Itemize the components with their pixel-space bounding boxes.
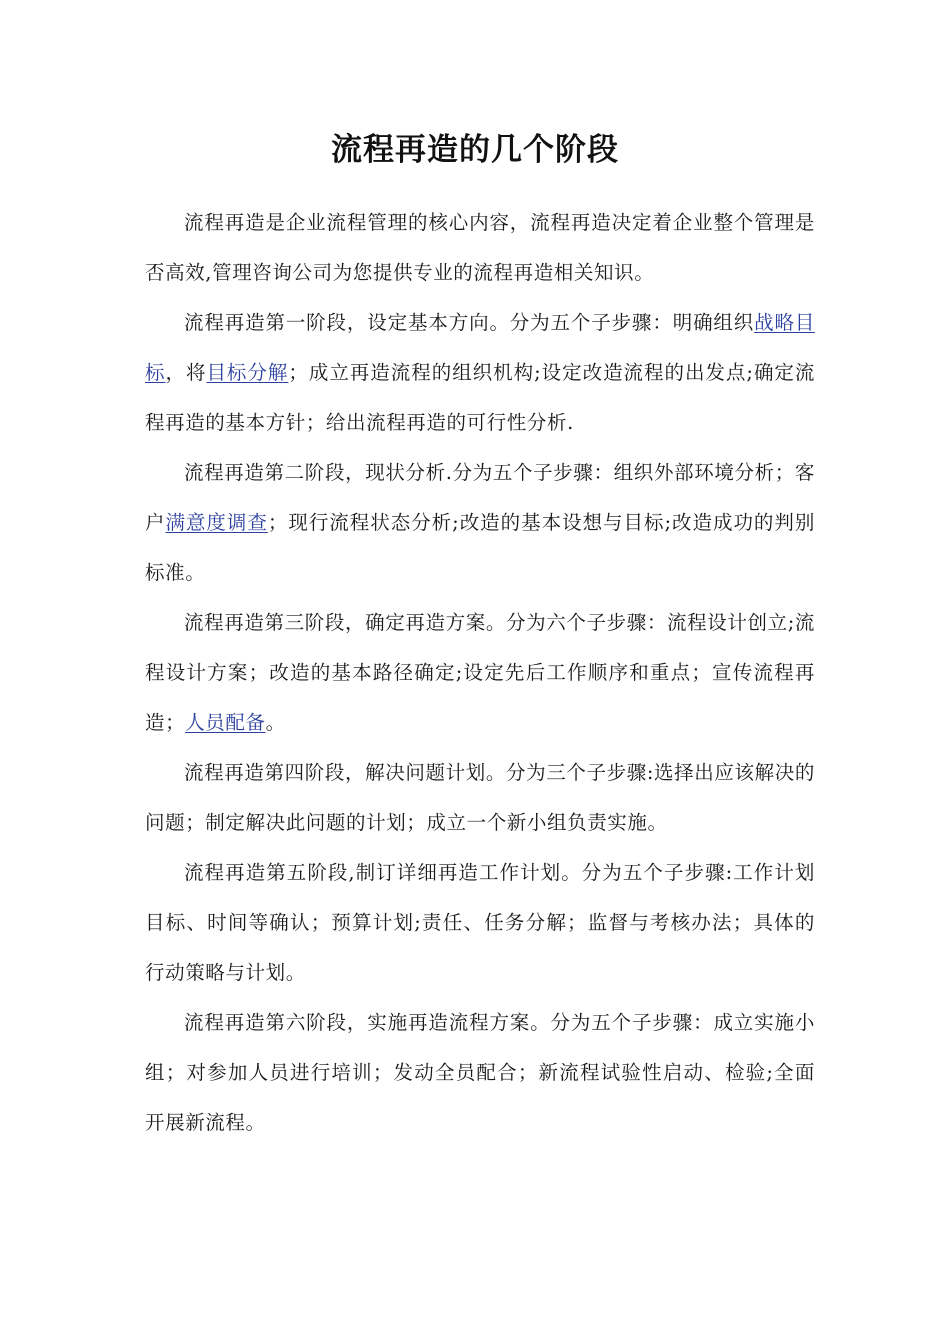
paragraph-text: ；成立再造流程的组织机构;设定改造流程的出发点;确定流程再造的基本方针；给出流程再造的可行性分析.: [145, 361, 816, 434]
paragraph-stage-4: [145, 748, 815, 848]
paragraph-stage-6: [145, 998, 815, 1148]
paragraph-text: ，将: [165, 361, 207, 384]
paragraph-text: 流程再造第二阶段，现状分析.分为五个子步骤：组织外部环境分析；客户: [145, 461, 815, 534]
paragraph-stage-1: [145, 298, 815, 448]
paragraph-text: 流程再造第四阶段，解决问题计划。分为三个子步骤:选择出应该解决的问题；制定解决此问题的计划；成立一个新小组负责实施。: [145, 761, 815, 834]
paragraph-stage-5: [145, 848, 815, 998]
paragraph-intro: [145, 198, 815, 298]
link-staffing[interactable]: 人员配备: [185, 711, 266, 734]
paragraph-text: 流程再造第三阶段，确定再造方案。分为六个子步骤：流程设计创立;流程设计方案；改造的基本路径确定;设定先后工作顺序和重点；宣传流程再造；: [145, 611, 815, 734]
link-satisfaction-survey[interactable]: 满意度调查: [165, 511, 268, 534]
link-goal-decomposition[interactable]: 目标分解: [206, 361, 289, 384]
paragraph-stage-3: [145, 598, 815, 748]
link-strategic-goals[interactable]: 战略目标: [145, 311, 815, 384]
paragraph-text: 流程再造第一阶段，设定基本方向。分为五个子步骤：明确组织: [184, 311, 755, 334]
paragraph-text: ；现行流程状态分析;改造的基本设想与目标;改造成功的判别标准。: [145, 511, 815, 584]
page-title: 流程再造的几个阶段: [331, 132, 619, 168]
paragraph-text: 流程再造第六阶段，实施再造流程方案。分为五个子步骤：成立实施小组；对参加人员进行培训；发动全员配合；新流程试验性启动、检验;全面开展新流程。: [145, 1011, 815, 1134]
paragraph-stage-2: [145, 448, 815, 598]
paragraph-text: 。: [265, 711, 286, 734]
paragraph-text: 流程再造第五阶段,制订详细再造工作计划。分为五个子步骤:工作计划目标、时间等确认；预算计划;责任、任务分解；监督与考核办法；具体的行动策略与计划。: [145, 861, 815, 984]
paragraph-text: 流程再造是企业流程管理的核心内容，流程再造决定着企业整个管理是否高效,管理咨询公司为您提供专业的流程再造相关知识。: [145, 211, 815, 284]
document-body: [145, 198, 815, 1148]
